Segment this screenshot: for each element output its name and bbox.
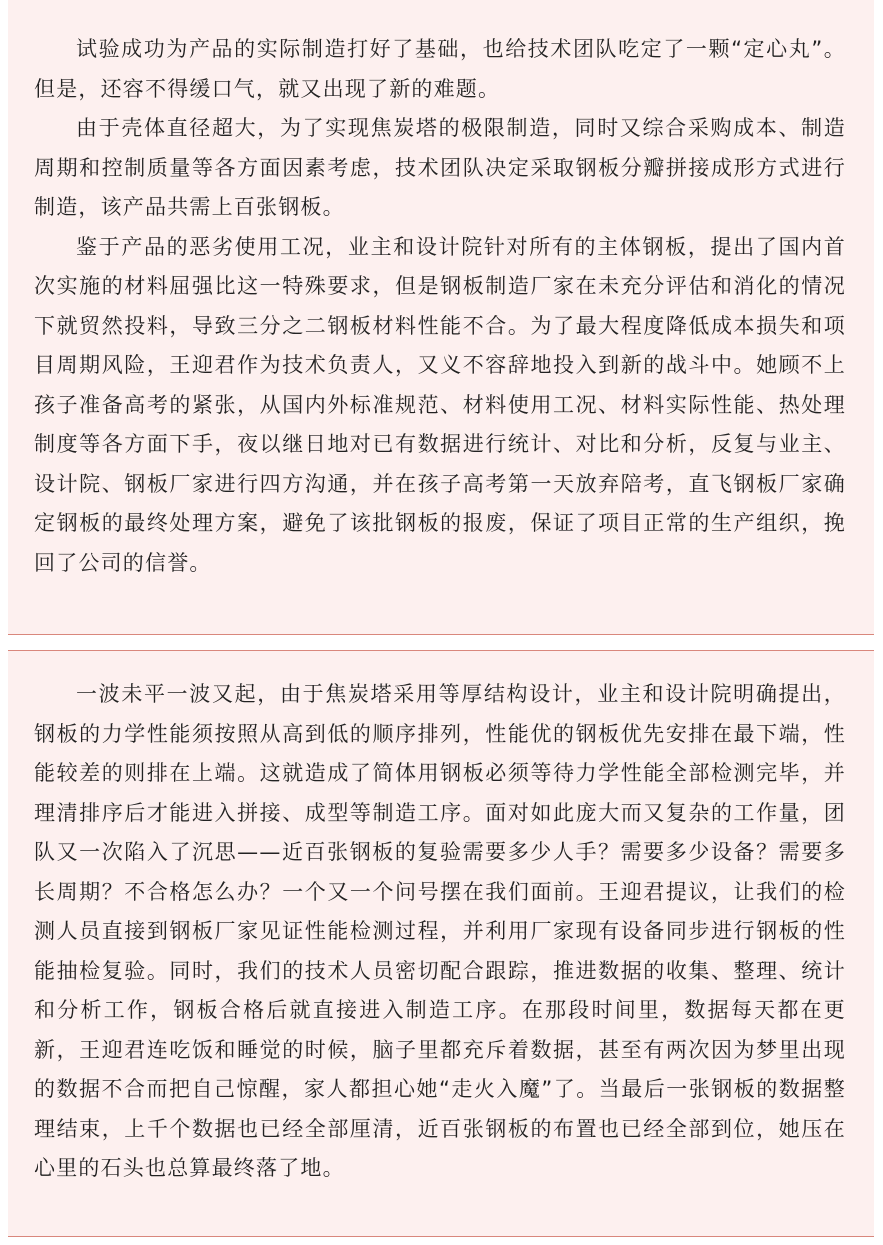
paragraph: 由于壳体直径超大，为了实现焦炭塔的极限制造，同时又综合采购成本、制造周期和控制质量等各方面因素考虑，技术团队决定采取钢板分瓣拼接成形方式进行制造，该产品共需上百张钢板。 [34,116,846,219]
paragraph: 鉴于产品的恶劣使用工况，业主和设计院针对所有的主体钢板，提出了国内首次实施的材料屈强比这一特殊要求，但是钢板制造厂家在未充分评估和消化的情况下就贸然投料，导致三分之二钢板材料性能不合。为了最大程度降低成本损失和项目周期风险，王迎君作为技术负责人，又义不容辞地投入到新的战斗中。她顾不上孩子准备高考的紧张，从国内外标准规范、材料使用工况、材料实际性能、热处理制度等各方面下手，夜以继日地对已有数据进行统计、对比和分析，反复与业主、设计院、钢板厂家进行四方沟通，并在孩子高考第一天放弃陪考，直飞钢板厂家确定钢板的最终处理方案，避免了该批钢板的报废，保证了项目正常的生产组织，挽回了公司的信誉。 [34,234,846,575]
article-section-1 [8,0,874,635]
paragraph: 一波未平一波又起，由于焦炭塔采用等厚结构设计，业主和设计院明确提出，钢板的力学性能须按照从高到低的顺序排列，性能优的钢板优先安排在最下端，性能较差的则排在上端。这就造成了简体用钢板必须等待力学性能全部检测完毕，并理清排序后才能进入拼接、成型等制造工序。面对如此庞大而又复杂的工作量，团队又一次陷入了沉思——近百张钢板的复验需要多少人手？需要多少设备？需要多长周期？不合格怎么办？一个又一个问号摆在我们面前。王迎君提议，让我们的检测人员直接到钢板厂家见证性能检测过程，并利用厂家现有设备同步进行钢板的性能抽检复验。同时，我们的技术人员密切配合跟踪，推进数据的收集、整理、统计和分析工作，钢板合格后就直接进入制造工序。在那段时间里，数据每天都在更新，王迎君连吃饭和睡觉的时候，脑子里都充斥着数据，甚至有两次因为梦里出现的数据不合而把自己惊醒，家人都担心她“走火入魔”了。当最后一张钢板的数据整理结束，上千个数据也已经全部厘清，近百张钢板的布置也已经全部到位，她压在心里的石头也总算最终落了地。 [34,682,846,1180]
article-section-2 [8,650,874,1237]
paragraph: 试验成功为产品的实际制造打好了基础，也给技术团队吃定了一颗“定心丸”。但是，还容不得缓口气，就又出现了新的难题。 [34,37,846,101]
